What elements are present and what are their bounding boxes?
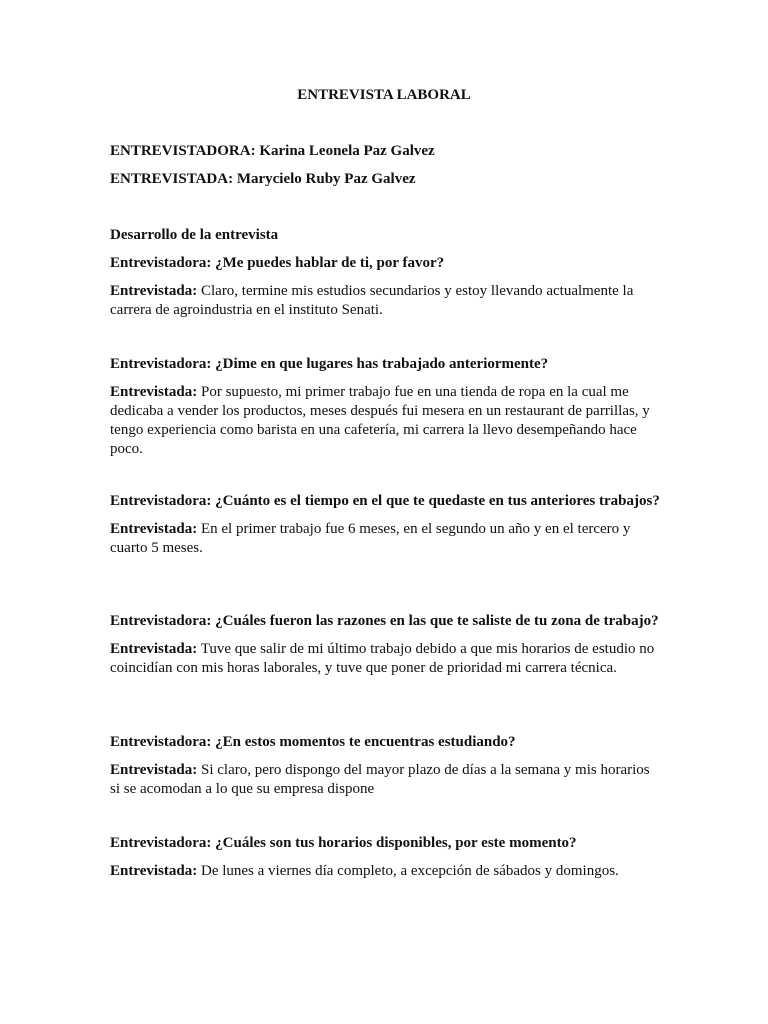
question-label: Entrevistadora:: [110, 493, 212, 509]
qa-block: [110, 834, 660, 881]
answer: [110, 383, 660, 459]
answer-text: De lunes a viernes día completo, a excepción de sábados y domingos.: [200, 863, 619, 879]
question: [110, 733, 660, 752]
question: [110, 492, 660, 511]
qa-block: [110, 612, 660, 678]
qa-block: [110, 254, 660, 320]
question-text: ¿Cuáles fueron las razones en las que te saliste de tu zona de trabajo?: [215, 613, 659, 629]
question-text: ¿En estos momentos te encuentras estudiando?: [215, 734, 516, 750]
answer-label: Entrevistada:: [110, 283, 198, 299]
answer-label: Entrevistada:: [110, 863, 198, 879]
question: [110, 355, 660, 374]
question-text: ¿Cuánto es el tiempo en el que te quedaste en tus anteriores trabajos?: [215, 493, 660, 509]
interviewer-line: ENTREVISTADORA: Karina Leonela Paz Galvez: [110, 143, 435, 159]
answer-text: En el primer trabajo fue 6 meses, en el segundo un año y en el tercero y cuarto 5 meses.: [110, 521, 631, 556]
question-text: ¿Me puedes hablar de ti, por favor?: [215, 255, 445, 271]
answer: [110, 862, 660, 881]
answer-text: Si claro, pero dispongo del mayor plazo de días a la semana y mis horarios si se acomodan a lo que su empresa dispone: [110, 762, 650, 797]
answer-label: Entrevistada:: [110, 641, 198, 657]
answer-label: Entrevistada:: [110, 521, 198, 537]
document-title: ENTREVISTA LABORAL: [297, 87, 471, 103]
answer-label: Entrevistada:: [110, 384, 198, 400]
question-label: Entrevistadora:: [110, 613, 212, 629]
answer: [110, 520, 660, 558]
qa-block: [110, 733, 660, 799]
question: [110, 254, 660, 273]
answer: [110, 761, 660, 799]
question-label: Entrevistadora:: [110, 255, 212, 271]
question-label: Entrevistadora:: [110, 835, 212, 851]
question-text: ¿Dime en que lugares has trabajado anteriormente?: [215, 356, 549, 372]
answer-label: Entrevistada:: [110, 762, 198, 778]
answer-text: Por supuesto, mi primer trabajo fue en una tienda de ropa en la cual me dedicaba a vender los productos, meses después fui mesera en un restaurant de parrillas, y tengo experiencia como barista en una cafetería, mi carrera la llevo desempeñando hace poco.: [110, 384, 650, 457]
question-label: Entrevistadora:: [110, 356, 212, 372]
answer: [110, 640, 660, 678]
answer-text: Claro, termine mis estudios secundarios y estoy llevando actualmente la carrera de agroindustria en el instituto Senati.: [110, 283, 634, 318]
section-heading: Desarrollo de la entrevista: [110, 227, 279, 243]
question-label: Entrevistadora:: [110, 734, 212, 750]
question-text: ¿Cuáles son tus horarios disponibles, por este momento?: [215, 835, 577, 851]
answer: [110, 282, 660, 320]
interviewee-line: ENTREVISTADA: Marycielo Ruby Paz Galvez: [110, 171, 416, 187]
qa-block: [110, 355, 660, 459]
question: [110, 612, 660, 631]
question: [110, 834, 660, 853]
qa-block: [110, 492, 660, 558]
answer-text: Tuve que salir de mi último trabajo debido a que mis horarios de estudio no coincidían con mis horas laborales, y tuve que poner de prioridad mi carrera técnica.: [110, 641, 655, 676]
